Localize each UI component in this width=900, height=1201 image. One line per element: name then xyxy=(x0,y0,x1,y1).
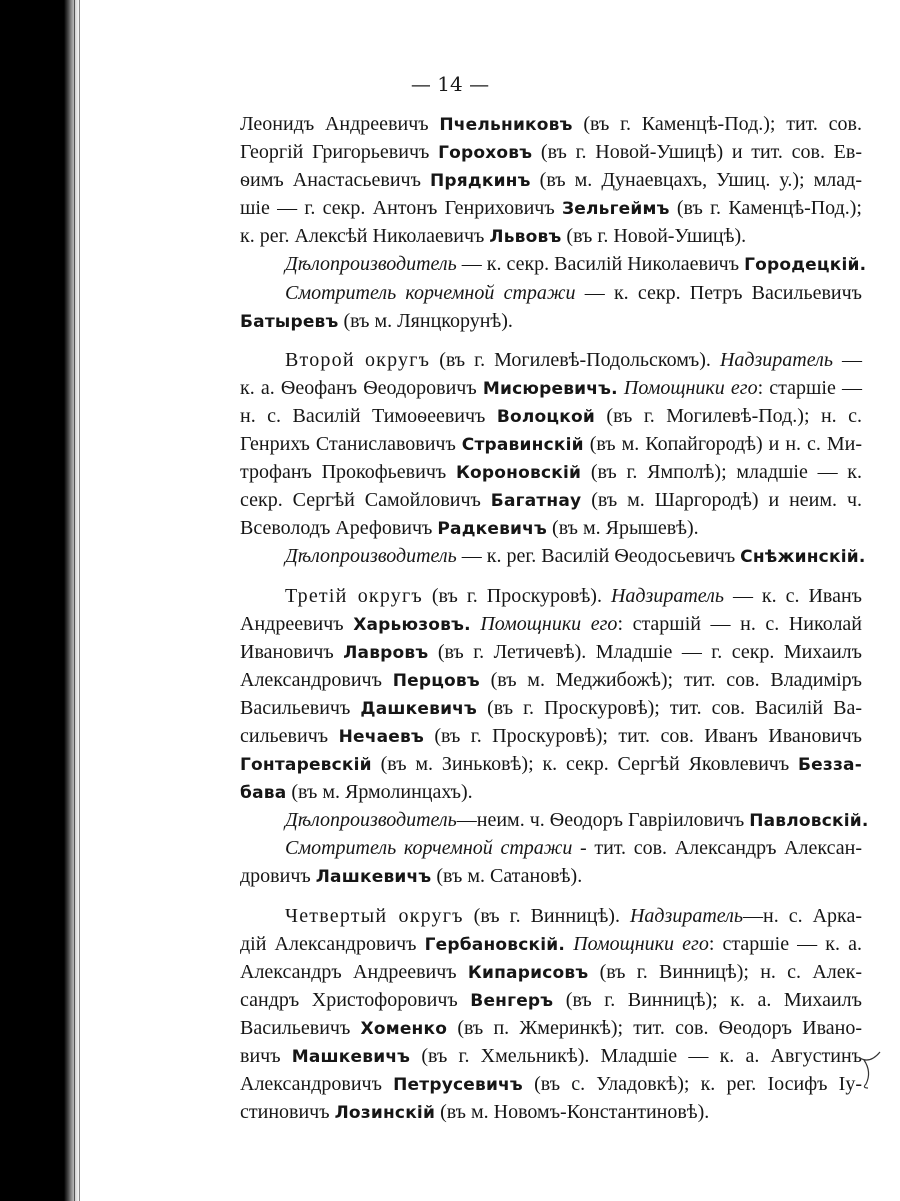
text-line xyxy=(240,1098,862,1126)
text-run: к. а. Ѳеофанъ Ѳеодоровичъ xyxy=(240,376,483,399)
surname-bold: Харьюзовъ. xyxy=(353,614,471,635)
spine-edge-line xyxy=(74,0,75,1201)
text-run: — xyxy=(832,348,862,371)
title-italic: Надзиратель xyxy=(610,584,724,607)
text-line xyxy=(240,166,862,194)
text-run: Васильевичъ xyxy=(240,696,361,719)
text-run: Александровичъ xyxy=(240,1073,394,1096)
surname-bold: бава xyxy=(240,783,287,804)
text-line xyxy=(240,610,862,638)
text-run: шіе — г. секр. Антонъ Генриховичъ xyxy=(240,197,562,220)
text-run: Леонидъ Андреевичъ xyxy=(240,113,440,135)
text-line xyxy=(240,806,869,834)
surname-bold: Мисюревичъ. xyxy=(482,378,618,399)
text-line xyxy=(240,307,862,335)
text-line xyxy=(240,514,862,542)
text-run: Георгій Григорьевичъ xyxy=(240,141,439,164)
handwritten-mark xyxy=(858,1050,888,1090)
surname-bold: Батыревъ xyxy=(240,311,339,332)
title-italic: Дѣлопроизводитель xyxy=(285,545,457,568)
text-line xyxy=(240,958,862,986)
text-line xyxy=(240,430,862,458)
surname-bold: Короновскій xyxy=(455,463,582,484)
district-heading: Второй округъ xyxy=(285,348,431,371)
text-run: (въ м. Копайгородѣ) и н. с. Ми- xyxy=(583,433,862,456)
text-run: —н. с. Арка- xyxy=(743,904,862,927)
text-run: (въ г. Летичевѣ). Младшіе — г. секр. Михаилъ xyxy=(428,640,863,663)
text-run: Александръ Андреевичъ xyxy=(240,960,468,983)
text-line xyxy=(240,930,862,958)
text-line xyxy=(240,722,862,750)
text-run: : старшіе — к. а. xyxy=(708,932,863,955)
text-line xyxy=(240,222,862,250)
surname-bold: Пчельниковъ xyxy=(439,115,573,135)
text-run: сандръ Христофоровичъ xyxy=(240,988,471,1011)
district-heading: Третій округъ xyxy=(285,584,423,607)
text-run: (въ п. Жмеринкѣ); тит. сов. Ѳеодоръ Ивано- xyxy=(447,1016,862,1039)
text-run: Васильевичъ xyxy=(240,1016,361,1039)
district-heading: Четвертый округъ xyxy=(285,904,464,927)
text-run: Андреевичъ xyxy=(240,612,354,635)
title-italic: Смотритель корчемной стражи xyxy=(285,281,576,304)
text-line xyxy=(240,666,862,694)
text-run: —неим. ч. Ѳеодоръ Гавріиловичъ xyxy=(456,809,750,832)
text-run: — к. секр. Василій Николаевичъ xyxy=(456,253,745,276)
text-run: (въ м. Дунаевцахъ, Ушиц. у.); млад- xyxy=(530,169,862,192)
text-run: (въ г. Могилевѣ-Подольскомъ). xyxy=(430,348,720,371)
text-line xyxy=(240,486,862,514)
text-run: (въ м. Зиньковѣ); к. секр. Сергѣй Яковлевичъ xyxy=(371,753,799,776)
title-italic: Дѣлопроизводитель xyxy=(285,809,457,832)
text-run: Генрихъ Станиславовичъ xyxy=(240,433,462,456)
text-run: (въ м. Ярмолинцахъ). xyxy=(286,781,473,804)
text-run: Александровичъ xyxy=(240,668,393,691)
text-run: (въ г. Хмельникѣ). Младшіе — к. а. Августинъ xyxy=(410,1045,862,1067)
text-line xyxy=(240,374,862,402)
title-italic: Смотритель корчемной стражи xyxy=(285,837,573,860)
surname-bold: Павловскій. xyxy=(749,811,869,832)
text-line xyxy=(240,778,862,806)
text-run: ѳимъ Анастасьевичъ xyxy=(240,169,430,192)
text-run: : старшій — н. с. Николай xyxy=(617,612,862,635)
surname-bold: Безза- xyxy=(798,755,862,776)
text-run xyxy=(471,613,481,635)
title-italic: Помощники его xyxy=(573,932,709,955)
text-run: к. рег. Алексѣй Николаевичъ xyxy=(240,225,490,248)
text-run: — к. рег. Василій Ѳеодосьевичъ xyxy=(456,545,741,568)
text-run: (въ г. Могилевѣ-Под.); н. с. xyxy=(594,404,862,427)
text-line xyxy=(240,346,862,374)
text-line xyxy=(240,834,862,862)
surname-bold: Кипарисовъ xyxy=(467,962,589,983)
title-italic: Помощники его xyxy=(623,376,758,399)
text-run xyxy=(565,933,573,955)
text-run: (въ м. Лянцкорунѣ). xyxy=(338,309,513,332)
surname-bold: Хоменко xyxy=(360,1018,448,1039)
text-line xyxy=(240,986,862,1014)
surname-bold: Радкевичъ xyxy=(437,519,548,540)
text-run: трофанъ Прокофьевичъ xyxy=(240,461,456,484)
text-run: (въ г. Каменцѣ-Под.); тит. сов. xyxy=(572,113,862,135)
document-body xyxy=(240,110,869,1126)
text-line xyxy=(240,279,862,307)
text-line xyxy=(240,110,862,138)
text-run: дій Александровичъ xyxy=(240,932,425,955)
text-run: (въ м. Новомъ-Константиновѣ). xyxy=(435,1101,710,1124)
text-line xyxy=(240,862,862,890)
text-run: (въ м. Сатановѣ). xyxy=(431,865,583,888)
text-run: н. с. Василій Тимоѳеевичъ xyxy=(240,404,497,427)
surname-bold: Лашкевичъ xyxy=(315,867,432,888)
surname-bold: Перцовъ xyxy=(392,670,480,691)
text-run: Всеволодъ Арефовичъ xyxy=(240,517,438,540)
text-run: (въ г. Проскуровѣ). xyxy=(422,584,611,607)
surname-bold: Гербановскій. xyxy=(424,934,566,955)
text-run: (въ г. Ямполѣ); младшіе — к. xyxy=(581,461,862,484)
text-run: (въ г. Винницѣ). xyxy=(463,904,630,927)
text-run: дровичъ xyxy=(240,865,316,888)
text-run: (въ с. Уладовкѣ); к. рег. Іосифъ Іу- xyxy=(522,1073,862,1096)
text-run: — к. с. Иванъ xyxy=(723,584,863,607)
spine-edge-line xyxy=(79,0,80,1201)
text-line xyxy=(240,402,862,430)
text-run: — к. секр. Петръ Васильевичъ xyxy=(575,281,862,304)
surname-bold: Снѣжинскій. xyxy=(740,547,866,568)
surname-bold: Багатнау xyxy=(490,491,582,512)
text-run: (въ г. Винницѣ); н. с. Алек- xyxy=(588,960,862,983)
page-number: — 14 — xyxy=(410,72,490,96)
text-run: (въ г. Новой-Ушицѣ) и тит. сов. Ев- xyxy=(532,141,862,164)
surname-bold: Стравинскій xyxy=(461,435,584,456)
title-italic: Надзиратель xyxy=(629,904,743,927)
text-line xyxy=(240,1042,862,1070)
surname-bold: Городецкій. xyxy=(744,255,867,276)
text-run: (въ г. Винницѣ); к. а. Михаилъ xyxy=(553,988,862,1011)
text-run: : старшіе — xyxy=(757,376,863,399)
text-run: вичъ xyxy=(240,1045,292,1067)
text-run: стиновичъ xyxy=(240,1101,335,1124)
surname-bold: Машкевичъ xyxy=(291,1047,411,1067)
text-run: - тит. сов. Александръ Алексан- xyxy=(572,837,862,860)
text-line xyxy=(240,902,862,930)
surname-bold: Нечаевъ xyxy=(338,726,424,747)
text-run: сильевичъ xyxy=(240,724,339,747)
text-line xyxy=(240,750,862,778)
text-run: секр. Сергѣй Самойловичъ xyxy=(240,489,491,512)
text-line xyxy=(240,1070,862,1098)
surname-bold: Львовъ xyxy=(489,227,562,248)
text-run: (въ м. Шаргородѣ) и неим. ч. xyxy=(581,489,863,512)
title-italic: Помощники его xyxy=(480,612,618,635)
text-line xyxy=(240,694,862,722)
text-line xyxy=(240,1014,862,1042)
surname-bold: Волоцкой xyxy=(496,406,595,427)
text-run: (въ г. Каменцѣ-Под.); xyxy=(669,197,862,220)
surname-bold: Венгеръ xyxy=(470,990,554,1011)
text-line xyxy=(240,194,862,222)
text-run: Ивановичъ xyxy=(240,640,344,663)
surname-bold: Дашкевичъ xyxy=(360,698,478,719)
text-run: (въ г. Новой-Ушицѣ). xyxy=(561,225,747,248)
surname-bold: Гороховъ xyxy=(438,143,533,164)
text-line xyxy=(240,458,862,486)
text-line xyxy=(240,638,862,666)
text-run: (въ м. Меджибожѣ); тит. сов. Владиміръ xyxy=(479,668,862,691)
text-line xyxy=(240,542,866,570)
surname-bold: Прядкинъ xyxy=(429,171,531,192)
text-run: (въ м. Ярышевѣ). xyxy=(547,517,699,540)
text-line xyxy=(240,138,862,166)
text-run: (въ г. Проскуровѣ); тит. сов. Василій Ва- xyxy=(477,696,862,719)
surname-bold: Петрусевичъ xyxy=(393,1075,523,1096)
book-spine-shadow xyxy=(0,0,80,1201)
text-line xyxy=(240,582,862,610)
surname-bold: Лавровъ xyxy=(343,642,429,663)
title-italic: Надзиратель xyxy=(719,348,833,371)
surname-bold: Зельгеймъ xyxy=(561,199,670,220)
surname-bold: Гонтаревскій xyxy=(240,755,372,776)
title-italic: Дѣлопроизводитель xyxy=(285,253,457,276)
surname-bold: Лозинскій xyxy=(334,1103,436,1124)
text-run: (въ г. Проскуровѣ); тит. сов. Иванъ Ивановичъ xyxy=(423,724,863,747)
text-line xyxy=(240,250,867,278)
